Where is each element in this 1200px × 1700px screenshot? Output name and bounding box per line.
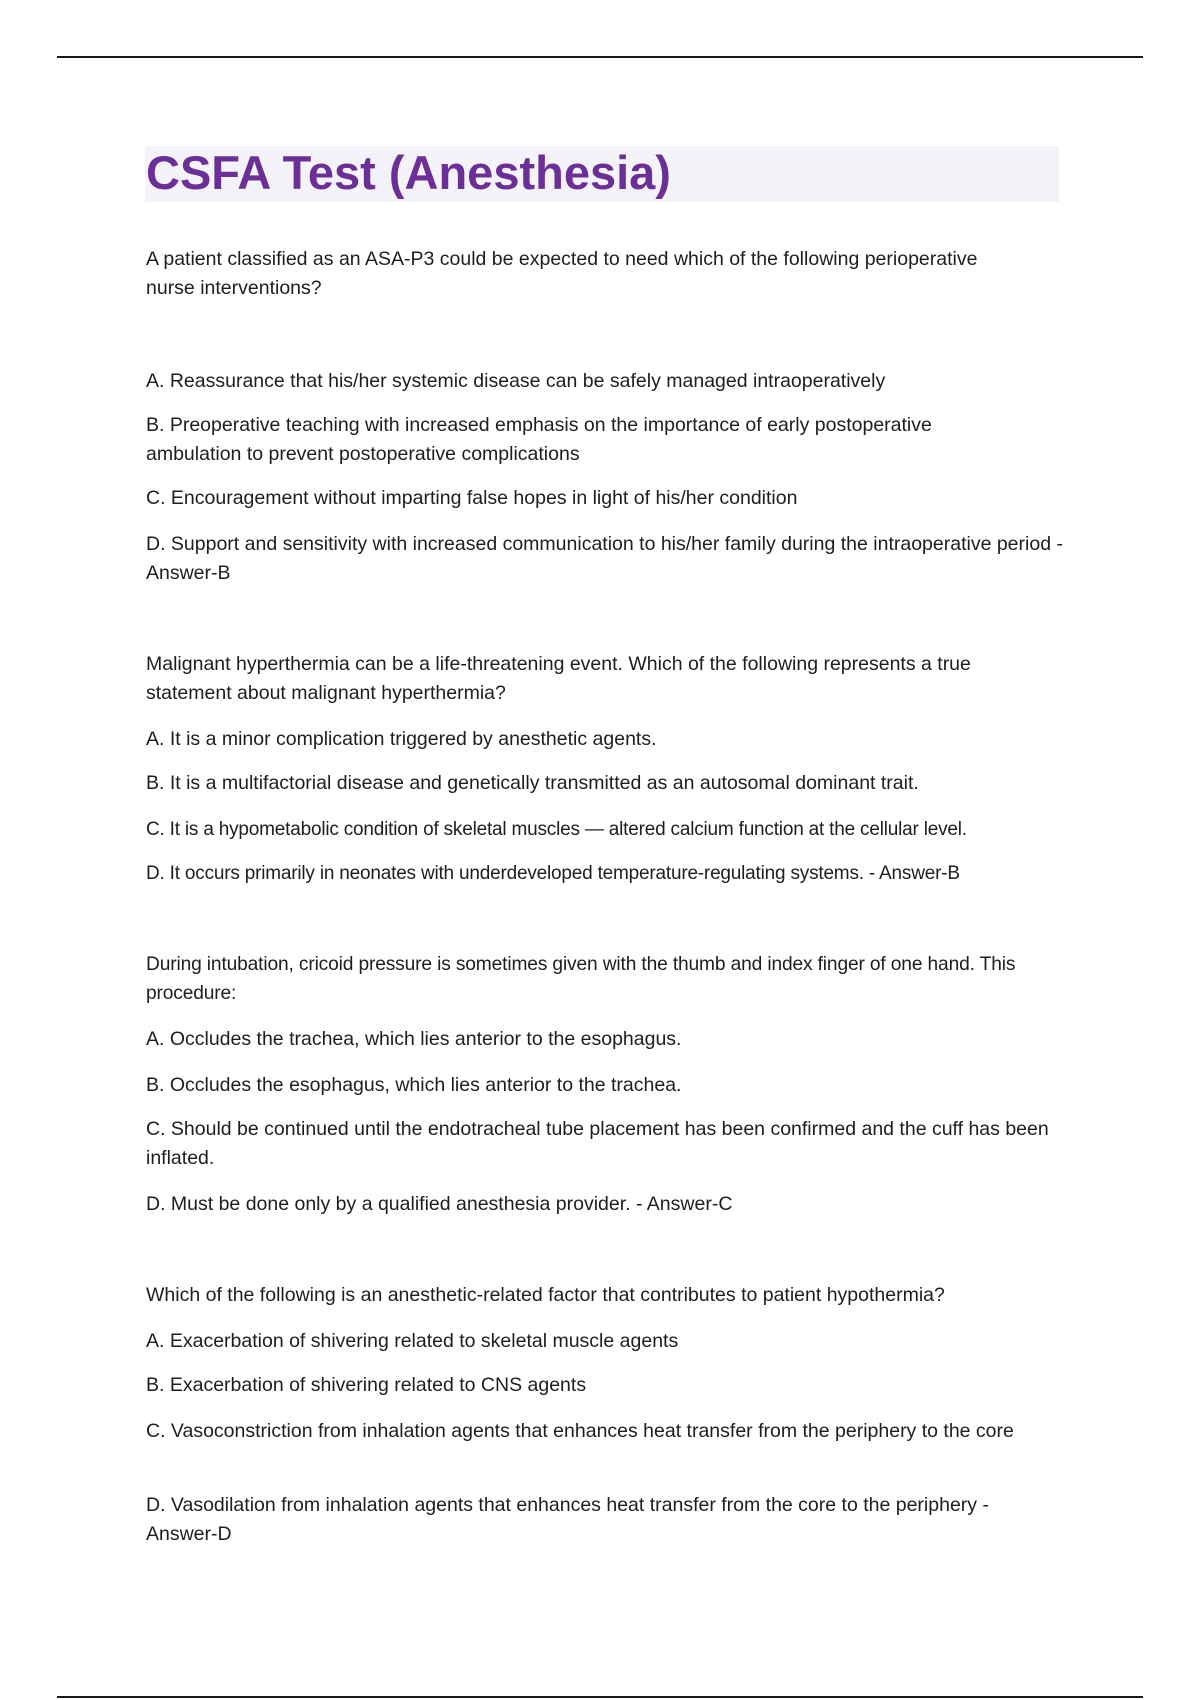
- top-rule: [57, 56, 1143, 58]
- question-2-text: Malignant hyperthermia can be a life-threatening event. Which of the following represents a true statement about malignant hyperthermia?: [146, 653, 971, 704]
- question-2-option-a: A. It is a minor complication triggered by anesthetic agents.: [146, 728, 657, 750]
- question-4-option-d: D. Vasodilation from inhalation agents that enhances heat transfer from the core to the periphery - Answer-D: [146, 1494, 989, 1545]
- question-4-option-a: A. Exacerbation of shivering related to skeletal muscle agents: [146, 1330, 679, 1352]
- question-1-option-c: C. Encouragement without imparting false hopes in light of his/her condition: [146, 487, 798, 509]
- question-1-option-b: B. Preoperative teaching with increased emphasis on the importance of early postoperative ambulation to prevent postoperative complications: [146, 414, 932, 465]
- page-title: CSFA Test (Anesthesia): [146, 146, 671, 199]
- question-4-option-b: B. Exacerbation of shivering related to CNS agents: [146, 1374, 587, 1396]
- question-1: [146, 245, 1046, 303]
- question-2-option-d: D. It occurs primarily in neonates with underdeveloped temperature-regulating systems. - Answer-B: [146, 863, 960, 884]
- question-3-option-c: C. Should be continued until the endotracheal tube placement has been confirmed and the cuff has been inflated.: [146, 1118, 1049, 1169]
- bottom-rule: [57, 1696, 1143, 1698]
- question-2-option-c: C. It is a hypometabolic condition of skeletal muscles — altered calcium function at the cellular level.: [146, 819, 967, 840]
- question-3-option-b: B. Occludes the esophagus, which lies anterior to the trachea.: [146, 1074, 682, 1096]
- question-3-option-d: D. Must be done only by a qualified anesthesia provider. - Answer-C: [146, 1193, 733, 1215]
- question-2-option-b: B. It is a multifactorial disease and genetically transmitted as an autosomal dominant trait.: [146, 772, 919, 794]
- question-1-text: A patient classified as an ASA-P3 could be expected to need which of the following perioperative nurse interventions?: [146, 248, 978, 299]
- question-1-option-a: A. Reassurance that his/her systemic disease can be safely managed intraoperatively: [146, 370, 886, 392]
- question-3-option-a: A. Occludes the trachea, which lies anterior to the esophagus.: [146, 1028, 682, 1050]
- question-4-option-c: C. Vasoconstriction from inhalation agents that enhances heat transfer from the periphery to the core: [146, 1420, 1014, 1442]
- question-4-text: Which of the following is an anesthetic-related factor that contributes to patient hypothermia?: [146, 1284, 945, 1306]
- question-3-text: During intubation, cricoid pressure is sometimes given with the thumb and index finger of one hand. This procedure:: [146, 954, 1016, 1004]
- question-1-option-d: D. Support and sensitivity with increased communication to his/her family during the intraoperative period - Answer-B: [146, 533, 1063, 584]
